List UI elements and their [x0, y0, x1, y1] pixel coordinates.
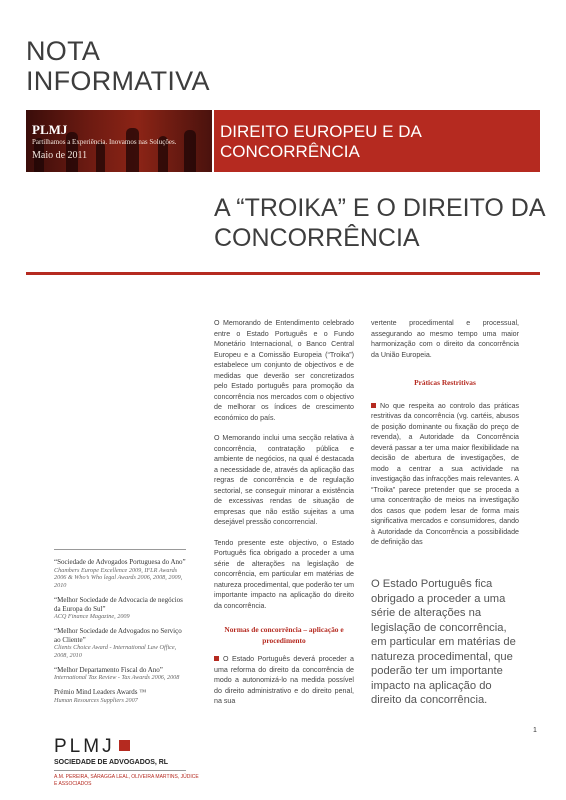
page-number: 1 — [533, 727, 537, 734]
section-heading: Práticas Restritivas — [414, 378, 476, 387]
brand-name: PLMJ — [32, 122, 68, 137]
topic-banner — [214, 110, 540, 172]
award-source: Chambers Europe Excellence 2009, IFLR Awards 2006 & Who’s Who legal Awards 2006, 2008, 2009, 2010 — [54, 566, 183, 590]
award-item — [54, 666, 186, 682]
topic-title-line-1: DIREITO EUROPEU E DA — [220, 122, 422, 141]
pull-quote: O Estado Português fica obrigado a proceder a uma série de alterações na legislação de concorrência, em particular em matérias de natureza procedimental, que poderão ter um importante impacto na aplicação do direito da concorrência. — [371, 578, 516, 706]
award-name: “Melhor Sociedade de Advocacia de negócios da Europa do Sul” — [54, 595, 183, 613]
award-item — [54, 558, 186, 590]
award-source: Clients Choice Award - International Law Office, 2008, 2010 — [54, 644, 177, 659]
section-heading: Normas de concorrência – aplicação e procedimento — [224, 625, 344, 645]
silhouette — [126, 128, 139, 172]
silhouette — [184, 130, 196, 172]
article-title — [214, 193, 546, 253]
title-divider — [26, 272, 540, 275]
brand-tagline: Partilhamos a Experiência. Inovamos nas Soluções. — [32, 138, 177, 146]
firm-partners-line-1: A.M. PEREIRA, SÁRAGGA LEAL, OLIVEIRA MARTINS, JÚDICE — [54, 774, 199, 780]
article-column-2 — [371, 318, 519, 558]
award-item — [54, 688, 186, 704]
logo-divider — [54, 770, 186, 771]
article-column-1 — [214, 318, 354, 717]
logo-square-icon — [119, 740, 130, 751]
award-source: ACQ Finance Magazine, 2009 — [54, 613, 130, 621]
paragraph-bulleted — [371, 401, 519, 548]
article-title-line-2: CONCORRÊNCIA — [214, 224, 420, 252]
award-source: International Tax Review - Tax Awards 2006, 2008 — [54, 674, 180, 682]
award-item — [54, 627, 186, 660]
article-title-line-1: A “TROIKA” E O DIREITO DA — [214, 194, 546, 222]
silhouette — [96, 142, 105, 172]
logo-mark — [54, 736, 199, 758]
firm-logo — [54, 736, 199, 787]
paragraph-text: O Estado Português deverá proceder a uma reforma do direito da concorrência de modo a autonomizá-lo na medida possível do direito administrativo e do direito penal, na sua — [214, 655, 354, 705]
paragraph: O Memorando inclui uma secção relativa à concorrência, contratação pública e ambiente de negócios, na qual é destacada a necessidade de, através da aplicação das regras de concorrência e de regulação sectorial, se conseguir minorar a existência de excessivas rendas de situação de empresas que não estão sujeitas a uma desejável pressão concorrencial. — [214, 434, 354, 526]
document-title-line-2: INFORMATIVA — [26, 66, 210, 96]
paragraph: O Memorando de Entendimento celebrado entre o Estado Português e o Fundo Monetário Internacional, o Banco Central Europeu e a Comissão Europeia (“Troika”) estabelece um conjunto de objectivos e de medidas que deverão ser concretizados pelo Estado português para promoção da concorrência nos mercados com o objectivo de melhorar os índices de crescimento económico do país. — [214, 319, 354, 422]
award-item — [54, 596, 186, 621]
document-title — [26, 36, 210, 96]
award-name: “Melhor Sociedade de Advogados no Serviço ao Cliente” — [54, 626, 182, 644]
issue-date: Maio de 2011 — [32, 150, 88, 161]
firm-name: SOCIEDADE DE ADVOGADOS, RL — [54, 759, 169, 766]
banner-photo — [26, 110, 212, 172]
firm-partners-line-2: E ASSOCIADOS — [54, 780, 92, 787]
bullet-square-icon — [371, 403, 376, 408]
bullet-square-icon — [214, 656, 219, 661]
paragraph: vertente procedimental e processual, assegurando ao mesmo tempo uma maior harmonização com o direito da concorrência da União Europeia. — [371, 319, 519, 359]
award-name: “Melhor Departamento Fiscal do Ano” — [54, 665, 163, 674]
topic-title-line-2: CONCORRÊNCIA — [220, 142, 360, 161]
award-name: Prémio Mind Leaders Awards ™ — [54, 688, 147, 697]
paragraph: Tendo presente este objectivo, o Estado Português fica obrigado a proceder a uma série de alterações na legislação de concorrência, em particular em matérias de natureza procedimental, que poderão ter um importante impacto na aplicação do direito da concorrência. — [214, 538, 354, 610]
topic-title — [220, 122, 422, 162]
logo-wordmark: PLMJ — [54, 736, 115, 757]
paragraph-bulleted — [214, 654, 354, 707]
paragraph-text: No que respeita ao controlo das práticas restritivas da concorrência (vg. cartéis, abusos de posição dominante ou fixação do preço de revenda), a Autoridade da Concorrência deverá passar a ter uma maior flexibilidade na decisão de abertura de investigações, de modo a centrar a sua actividade na investigação das infracções mais relevantes. A “Troika” parece pretender que se proceda a uma concentração de meios na investigação dos casos que podem lesar de forma mais significativa mercados e consumidores, dando à Autoridade da Concorrência a possibilidade de definição das — [371, 401, 519, 546]
award-name: “Sociedade de Advogados Portuguesa do Ano” — [54, 558, 186, 566]
award-source: Human Resources Suppliers 2007 — [54, 696, 138, 704]
document-title-line-1: NOTA — [26, 36, 101, 66]
awards-list — [54, 549, 186, 711]
